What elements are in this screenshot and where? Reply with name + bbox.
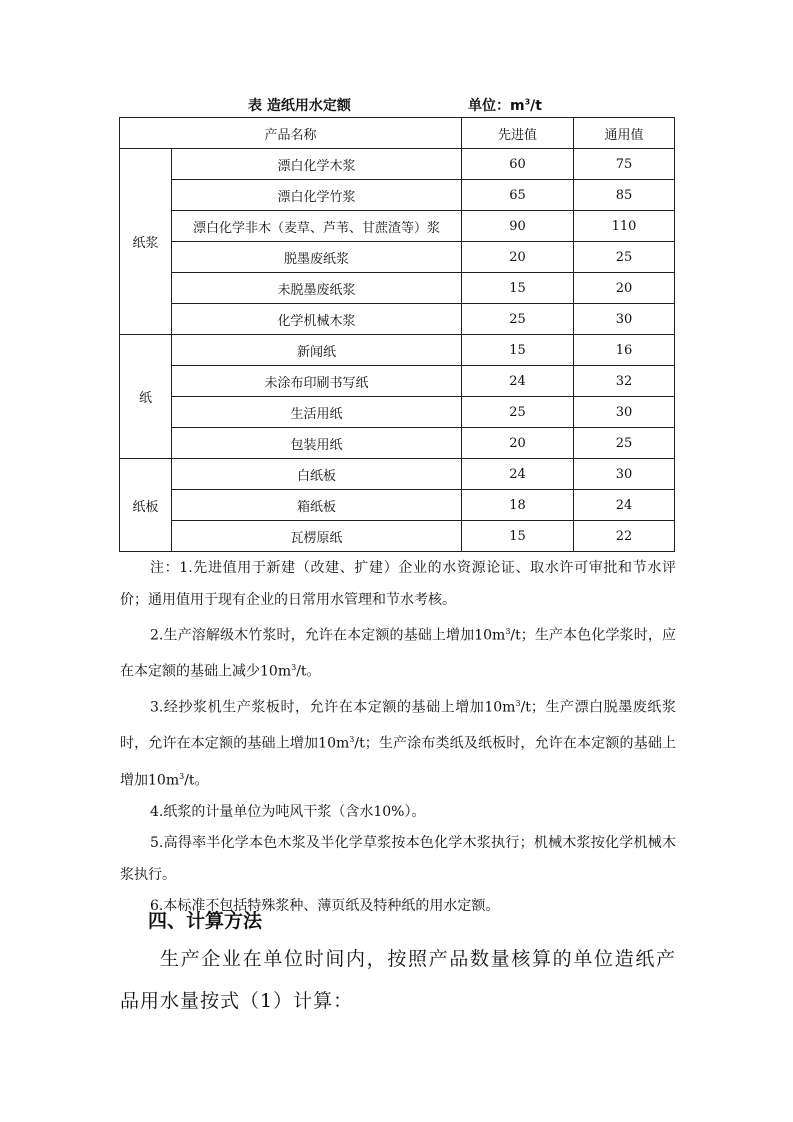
table-row: [120, 304, 675, 335]
advanced-cell: 25: [462, 304, 574, 335]
table-row: [120, 397, 675, 428]
general-cell: 25: [574, 428, 675, 459]
general-cell: 25: [574, 242, 675, 273]
advanced-cell: 24: [462, 366, 574, 397]
general-cell: 110: [574, 211, 675, 242]
note-1: 注：1.先进值用于新建（改建、扩建）企业的水资源论证、取水许可审批和节水评价；通用值用于现有企业的日常用水管理和节水考核。: [120, 560, 676, 608]
table-caption: [120, 95, 674, 117]
advanced-cell: 18: [462, 490, 574, 521]
advanced-cell: 24: [462, 459, 574, 490]
note-3: 3.经抄浆机生产浆板时，允许在本定额的基础上增加$10m^3/t$；生产漂白脱墨废纸浆时，允许在本定额的基础上增加$10m^3/t$；生产涂布类纸及纸板时，允许在本定额的基础上增加$10m^3/t$。: [120, 699, 676, 789]
general-cell: 32: [574, 366, 675, 397]
general-cell: 30: [574, 304, 675, 335]
advanced-cell: 15: [462, 521, 574, 552]
product-cell: 漂白化学竹浆: [172, 180, 462, 211]
section-heading: 四、计算方法: [148, 910, 263, 932]
general-cell: 24: [574, 490, 675, 521]
product-cell: 脱墨废纸浆: [172, 242, 462, 273]
general-cell: 30: [574, 397, 675, 428]
unit-superscript: 3: [524, 97, 531, 107]
product-cell: 包装用纸: [172, 428, 462, 459]
table-row: [120, 211, 675, 242]
table-row: [120, 366, 675, 397]
product-cell: 白纸板: [172, 459, 462, 490]
table-row: [120, 273, 675, 304]
unit-prefix: 单位：m: [468, 98, 525, 114]
note-6: 6.本标准不包括特殊浆种、薄页纸及特种纸的用水定额。: [150, 898, 500, 915]
group-label: 纸板: [120, 459, 172, 552]
note-5: 5.高得率半化学本色木浆及半化学草浆按本色化学木浆执行；机械木浆按化学机械木浆执行。: [120, 835, 676, 883]
general-cell: 22: [574, 521, 675, 552]
table-row: [120, 459, 675, 490]
table-row: [120, 521, 675, 552]
advanced-cell: 25: [462, 397, 574, 428]
product-cell: 箱纸板: [172, 490, 462, 521]
general-cell: 20: [574, 273, 675, 304]
table-row: [120, 149, 675, 180]
section-body: [120, 938, 676, 1022]
general-cell: 30: [574, 459, 675, 490]
section-paragraph: 生产企业在单位时间内，按照产品数量核算的单位造纸产品用水量按式（1）计算：: [120, 948, 676, 1012]
note-4: 4.纸浆的计量单位为吨风干浆（含水10%）。: [150, 803, 426, 820]
general-cell: 85: [574, 180, 675, 211]
table-notes: [120, 553, 676, 923]
table-row: [120, 335, 675, 366]
product-cell: 瓦楞原纸: [172, 521, 462, 552]
product-cell: 漂白化学木浆: [172, 149, 462, 180]
header-advanced-value: 先进值: [462, 118, 574, 149]
table-row: [120, 180, 675, 211]
unit-suffix: /t: [530, 98, 542, 114]
advanced-cell: 15: [462, 335, 574, 366]
product-cell: 漂白化学非木（麦草、芦苇、甘蔗渣等）浆: [172, 211, 462, 242]
product-cell: 未脱墨废纸浆: [172, 273, 462, 304]
advanced-cell: 20: [462, 428, 574, 459]
table-unit: [468, 95, 542, 115]
note-2: 2.生产溶解级木竹浆时，允许在本定额的基础上增加$10m^3/t$；生产本色化学浆时，应在本定额的基础上减少$10m^3/t$。: [120, 627, 676, 680]
product-cell: 化学机械木浆: [172, 304, 462, 335]
table-title: 表 造纸用水定额: [248, 98, 351, 114]
group-label: 纸: [120, 335, 172, 459]
general-cell: 16: [574, 335, 675, 366]
water-quota-table: [119, 117, 675, 552]
advanced-cell: 90: [462, 211, 574, 242]
header-general-value: 通用值: [574, 118, 675, 149]
product-cell: 新闻纸: [172, 335, 462, 366]
group-label: 纸浆: [120, 149, 172, 335]
table-row: [120, 490, 675, 521]
table-row: [120, 428, 675, 459]
product-cell: 生活用纸: [172, 397, 462, 428]
table-header-row: [120, 118, 675, 149]
product-cell: 未涂布印刷书写纸: [172, 366, 462, 397]
advanced-cell: 60: [462, 149, 574, 180]
advanced-cell: 65: [462, 180, 574, 211]
table-row: [120, 242, 675, 273]
general-cell: 75: [574, 149, 675, 180]
advanced-cell: 15: [462, 273, 574, 304]
header-product-name: 产品名称: [120, 118, 462, 149]
advanced-cell: 20: [462, 242, 574, 273]
